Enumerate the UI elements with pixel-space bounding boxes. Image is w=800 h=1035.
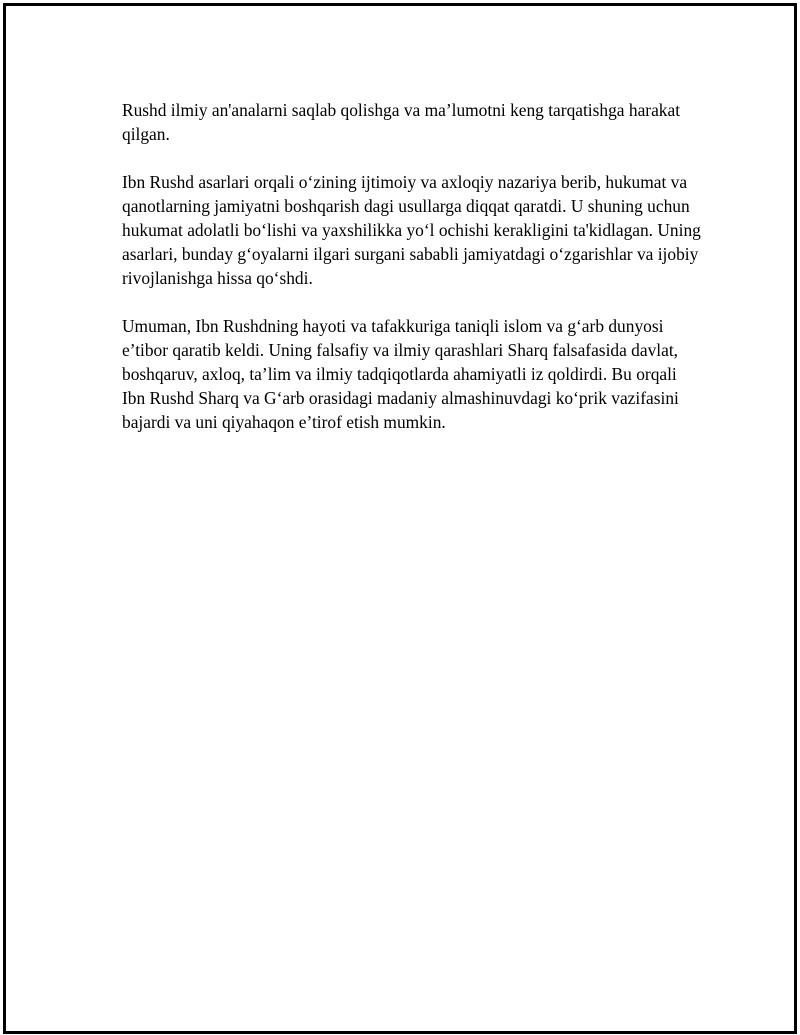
paragraph-3: Umuman, Ibn Rushdning hayoti va tafakkuriga taniqli islom va g‘arb dunyosi e’tibor qaratib keldi. Uning falsafiy va ilmiy qarashlari Sharq falsafasida davlat, boshqaruv, axloq, ta’lim va ilmiy tadqiqotlarda ahamiyatli iz qoldirdi. Bu orqali Ibn Rushd Sharq va G‘arb orasidagi madaniy almashinuvdagi ko‘prik vazifasini bajardi va uni qiyahaqon e’tirof etish mumkin. bbox=[122, 316, 679, 432]
document-body bbox=[122, 98, 702, 458]
paragraph-2: Ibn Rushd asarlari orqali o‘zining ijtimoiy va axloqiy nazariya berib, hukumat va qanotlarning jamiyatni boshqarish dagi usullarga diqqat qaratdi. U shuning uchun hukumat adolatli bo‘lishi va yaxshilikka yo‘l ochishi kerakligini ta'kidlagan. Uning asarlari, bunday g‘oyalarni ilgari surgani sababli jamiyatdagi o‘zgarishlar va ijobiy rivojlanishga hissa qo‘shdi. bbox=[122, 172, 701, 288]
document-page bbox=[3, 3, 797, 1034]
paragraph-1: Rushd ilmiy an'analarni saqlab qolishga va ma’lumotni keng tarqatishga harakat qilgan. bbox=[122, 100, 681, 144]
